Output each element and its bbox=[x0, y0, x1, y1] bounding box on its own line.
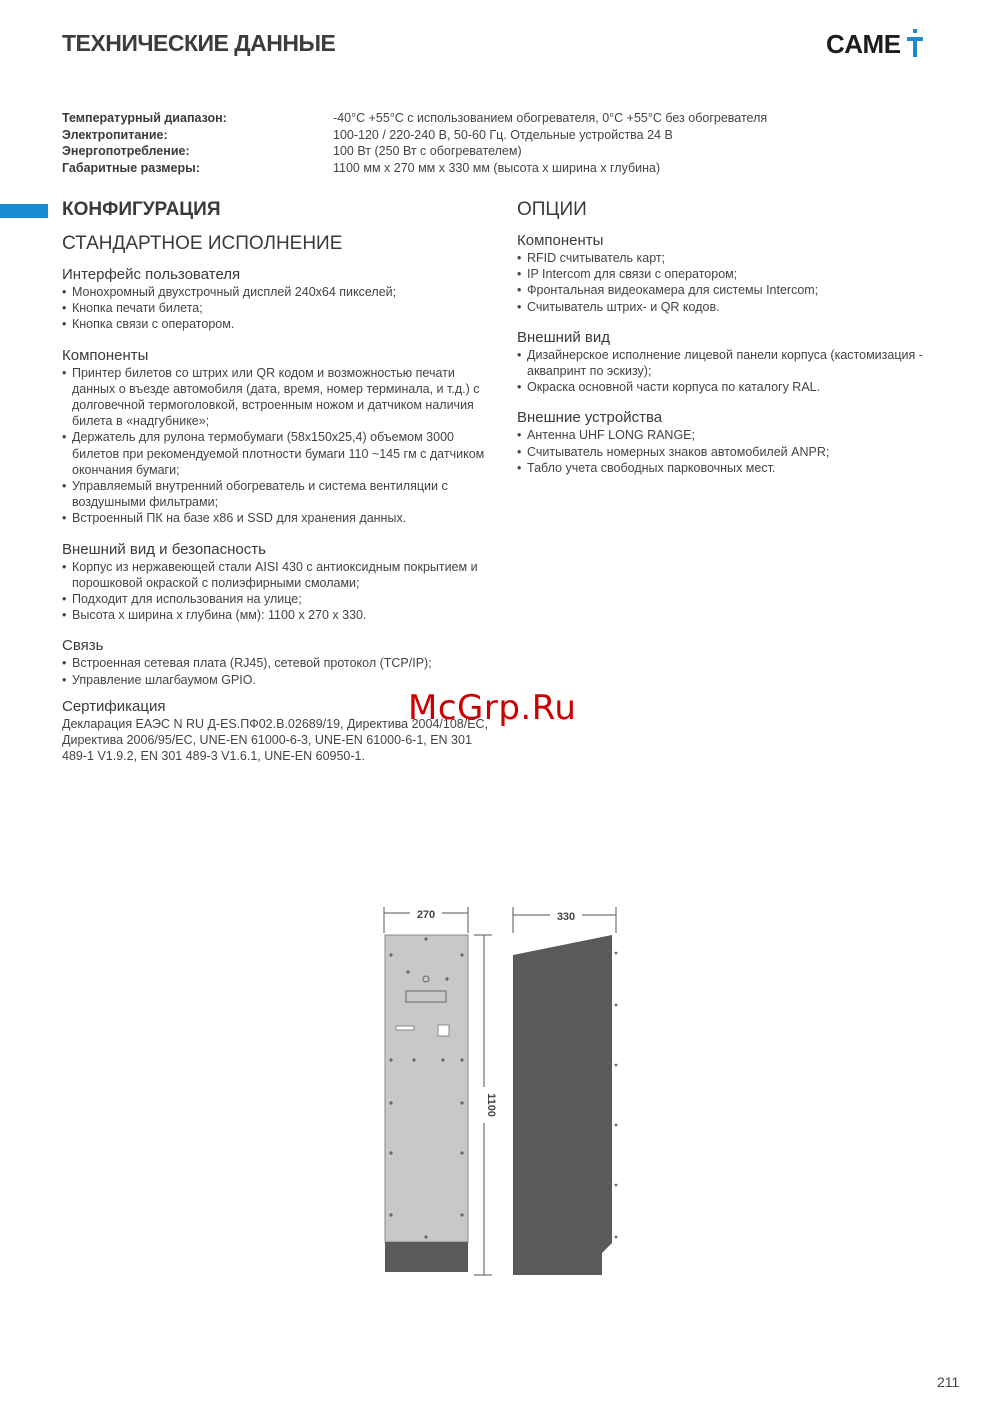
standard-version-title: СТАНДАРТНОЕ ИСПОЛНЕНИЕ bbox=[62, 233, 343, 254]
options-components-group bbox=[517, 232, 957, 315]
group-title: Сертификация bbox=[62, 697, 166, 715]
list-item: • Управление шлагбаумом GPIO. bbox=[62, 672, 492, 688]
page-number: 211 bbox=[937, 1374, 960, 1390]
group-title: Внешний вид bbox=[517, 328, 610, 346]
list-item: • Монохромный двухстрочный дисплей 240x64 пикселей; bbox=[62, 284, 492, 300]
list-item: • Табло учета свободных парковочных мест. bbox=[517, 460, 957, 476]
list-item: • Принтер билетов со штрих или QR кодом и возможностью печати данных о въезде автомобиля (дата, время, номер терминала, и т.д.) с долговечной термоголовкой, встроенным ножом и датчиком наличия билета в «надгубнике»; bbox=[62, 365, 492, 430]
spec-label: Электропитание: bbox=[62, 127, 168, 142]
terminal-drawing bbox=[370, 905, 640, 1285]
list-item: • Корпус из нержавеющей стали AISI 430 с антиоксидным покрытием и порошковой окраской с полиэфирными смолами; bbox=[62, 559, 492, 591]
connectivity-group bbox=[62, 637, 492, 687]
width-label: 270 bbox=[416, 909, 436, 921]
spec-label: Габаритные размеры: bbox=[62, 160, 200, 175]
section-marker bbox=[0, 204, 48, 218]
front-view bbox=[385, 935, 468, 1272]
group-title: Внешний вид и безопасность bbox=[62, 540, 266, 558]
came-logo bbox=[826, 26, 923, 62]
list-item: • Фронтальная видеокамера для системы Intercom; bbox=[517, 282, 957, 298]
bullet-list bbox=[62, 559, 492, 624]
group-title: Компоненты bbox=[62, 346, 149, 364]
list-item: • Держатель для рулона термобумаги (58x150x25,4) объемом 3000 билетов при рекомендуемой плотности бумаги 110 ~145 гм с датчиком окончания бумаги; bbox=[62, 429, 492, 478]
height-label: 1100 bbox=[485, 1093, 497, 1117]
group-title: Связь bbox=[62, 637, 104, 655]
bullet-list bbox=[62, 365, 492, 527]
spec-value: 100-120 / 220-240 В, 50-60 Гц. Отдельные устройства 24 В bbox=[333, 127, 673, 142]
list-item: • Антенна UHF LONG RANGE; bbox=[517, 427, 957, 443]
spec-row bbox=[62, 160, 942, 177]
list-item: • Встроенная сетевая плата (RJ45), сетевой протокол (TCP/IP); bbox=[62, 655, 492, 671]
bullet-list bbox=[62, 655, 492, 687]
spec-row bbox=[62, 127, 942, 144]
options-appearance-group bbox=[517, 329, 957, 396]
bullet-list bbox=[517, 250, 957, 315]
user-interface-group bbox=[62, 266, 492, 333]
specs-table bbox=[62, 110, 942, 176]
list-item: • Кнопка печати билета; bbox=[62, 300, 492, 316]
options-column bbox=[517, 198, 957, 476]
list-item: • IP Intercom для связи с оператором; bbox=[517, 266, 957, 282]
list-item: • Кнопка связи с оператором. bbox=[62, 316, 492, 332]
list-item: • Управляемый внутренний обогреватель и система вентиляции с воздушными фильтрами; bbox=[62, 478, 492, 510]
list-item: • Считыватель номерных знаков автомобилей ANPR; bbox=[517, 444, 957, 460]
bullet-list bbox=[517, 427, 957, 476]
spec-label: Энергопотребление: bbox=[62, 144, 190, 158]
spec-row bbox=[62, 110, 942, 127]
components-group bbox=[62, 347, 492, 527]
list-item: • RFID считыватель карт; bbox=[517, 250, 957, 266]
group-title: Внешние устройства bbox=[517, 409, 663, 427]
logo-text: CAME bbox=[826, 28, 901, 59]
spec-value: 100 Вт (250 Вт с обогревателем) bbox=[333, 144, 522, 158]
spec-value: 1100 мм x 270 мм x 330 мм (высота х ширина х глубина) bbox=[333, 160, 661, 175]
list-item: • Окраска основной части корпуса по каталогу RAL. bbox=[517, 379, 957, 395]
options-title: ОПЦИИ bbox=[517, 199, 587, 220]
page-title: ТЕХНИЧЕСКИЕ ДАННЫЕ bbox=[62, 30, 336, 56]
bullet-list bbox=[517, 347, 957, 396]
spec-row bbox=[62, 143, 942, 160]
configuration-title: КОНФИГУРАЦИЯ bbox=[62, 199, 221, 220]
options-external-devices-group bbox=[517, 409, 957, 476]
watermark: McGrp.Ru bbox=[408, 688, 577, 728]
logo-cross-icon bbox=[907, 29, 923, 59]
list-item: • Встроенный ПК на базе x86 и SSD для хранения данных. bbox=[62, 510, 492, 526]
appearance-safety-group bbox=[62, 541, 492, 624]
list-item: • Дизайнерское исполнение лицевой панели корпуса (кастомизация - аквапринт по эскизу); bbox=[517, 347, 957, 379]
configuration-column bbox=[62, 198, 492, 764]
spec-value: -40°C +55°C с использованием обогревателя, 0°C +55°C без обогревателя bbox=[333, 111, 768, 125]
list-item: • Считыватель штрих- и QR кодов. bbox=[517, 299, 957, 315]
side-view bbox=[513, 935, 617, 1275]
group-title: Компоненты bbox=[517, 232, 604, 249]
spec-label: Температурный диапазон: bbox=[62, 111, 227, 125]
list-item: • Высота x ширина x глубина (мм): 1100 x 270 x 330. bbox=[62, 607, 492, 623]
depth-label: 330 bbox=[556, 911, 576, 923]
list-item: • Подходит для использования на улице; bbox=[62, 591, 492, 607]
group-title: Интерфейс пользователя bbox=[62, 266, 241, 283]
certification-text: Декларация ЕАЭС N RU Д-ES.ПФ02.В.02689/19, Директива 2004/108/EC, Директива 2006/95/EC, UNE-EN 61000-6-3, UNE-EN 61000-6-1, EN 301 489-1 V1.9.2, EN 301 489-3 V1.6.1, UNE-EN 60950-1. bbox=[62, 716, 489, 764]
bullet-list bbox=[62, 284, 492, 333]
